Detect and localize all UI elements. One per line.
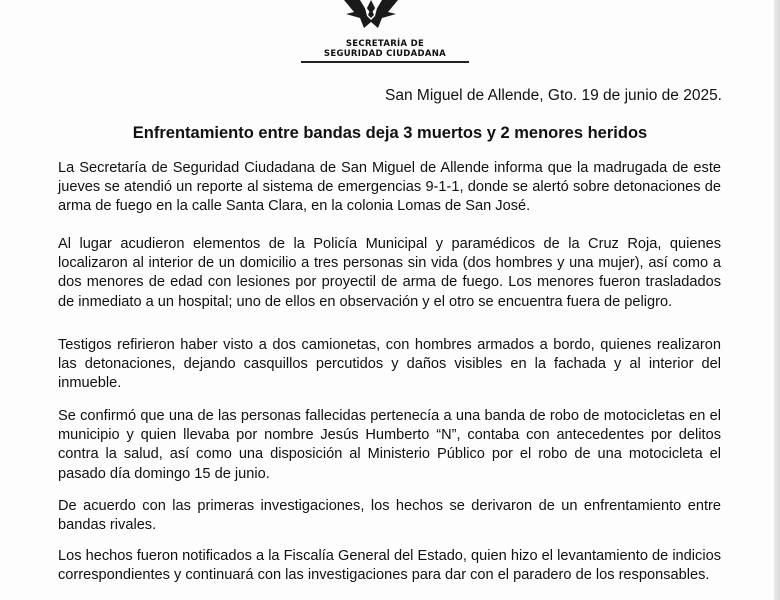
paragraph-3: Testigos refirieron haber visto a dos camionetas, con hombres armados a bordo, quienes realizaron las detonaciones, dejando casquillos percutidos y daños visibles en la fachada y al interior del inmueble. xyxy=(58,337,721,392)
paragraph-6: Los hechos fueron notificados a la Fiscalía General del Estado, quien hizo el levantamiento de indicios correspondientes y continuará con las investigaciones para dar con el paradero de los responsables. xyxy=(58,548,721,584)
paragraph-1: La Secretaría de Seguridad Ciudadana de San Miguel de Allende informa que la madrugada de este jueves se atendió un reporte al sistema de emergencias 9-1-1, donde se alertó sobre detonaciones de arma de fuego en la calle Santa Clara, en la colonia Lomas de San José. xyxy=(58,160,721,215)
org-name-line-2: SEGURIDAD CIUDADANA xyxy=(323,49,447,59)
paragraph-2: Al lugar acudieron elementos de la Policía Municipal y paramédicos de la Cruz Roja, quienes localizaron al interior de un domicilio a tres personas sin vida (dos hombres y una mujer), así como a dos menores de edad con lesiones por proyectil de arma de fuego. Los menores fueron trasladados de inmediato a un hospital; uno de ellos en observación y el otro se encuentra fuera de peligro. xyxy=(58,236,721,310)
letterhead-divider xyxy=(301,61,469,63)
star-badge-icon xyxy=(338,0,404,32)
paragraph-4: Se confirmó que una de las personas fallecidas pertenecía a una banda de robo de motocicletas en el municipio y quien llevaba por nombre Jesús Humberto “N”, contaba con antecedentes por delitos contra la salud, así como una disposición al Ministerio Público por el robo de una motocicleta el pasado día domingo 15 de junio. xyxy=(58,408,721,482)
paragraph-5: De acuerdo con las primeras investigaciones, los hechos se derivaron de un enfrentamiento entre bandas rivales. xyxy=(58,498,721,534)
date-line: San Miguel de Allende, Gto. 19 de junio de 2025. xyxy=(385,87,722,104)
page-edge xyxy=(774,0,780,600)
headline: Enfrentamiento entre bandas deja 3 muertos y 2 menores heridos xyxy=(132,124,648,142)
org-name-line-1: SECRETARÍA DE xyxy=(345,39,425,49)
